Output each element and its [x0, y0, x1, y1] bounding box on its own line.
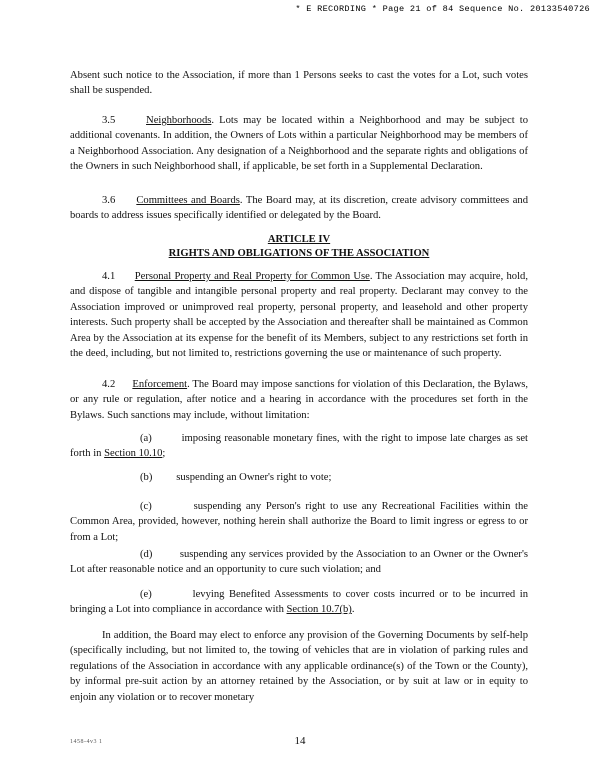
subsection-c — [70, 499, 528, 545]
article-number-text: ARTICLE IV — [267, 234, 331, 245]
section-title: Personal Property and Real Property for Common Use — [134, 271, 370, 282]
paragraph-in-addition: In addition, the Board may elect to enforce any provision of the Governing Documents by self-help (specifically including, but not limited to, the towing of vehicles that are in violation of parking rules and regulations of the Association in accordance with any applicable ordinance(s) of the Town or the County), by informal pre-suit action by an attorney retained by the Association, or by suit at law or in equity to enjoin any violation or to recover monetary — [70, 630, 528, 703]
page-number: 14 — [294, 735, 306, 747]
article-title-text: RIGHTS AND OBLIGATIONS OF THE ASSOCIATION — [168, 248, 430, 259]
section-title: Committees and Boards — [136, 195, 240, 206]
subsection-text: levying Benefited Assessments to cover costs incurred or to be incurred in bringing a Lot into compliance in accordance with — [70, 589, 528, 616]
subsection-a — [70, 431, 528, 462]
section-number: 4.2 — [102, 379, 116, 390]
section-reference: Section 10.7(b) — [286, 604, 352, 616]
subsection-label: (c) — [140, 501, 152, 512]
section-number: 3.5 — [102, 115, 116, 126]
section-body: . Lots may be located within a Neighborhood and may be subject to additional covenants. In addition, the Owners of Lots within a particular Neighborhood may be members of a Neighborhood Association. Any designation of a Neighborhood and the separate rights and obligations of the Owners in such Neighborhood shall, if applicable, be set forth in a Supplemental Declaration. — [70, 115, 529, 173]
subsection-label: (a) — [140, 433, 152, 444]
article-title — [70, 246, 528, 261]
paragraph-absent-notice: Absent such notice to the Association, if more than 1 Persons seeks to cast the votes for a Lot, such votes shall be suspended. — [70, 70, 528, 97]
section-number: 3.6 — [102, 195, 116, 206]
section-title: Neighborhoods — [146, 115, 212, 126]
section-reference: Section 10.10 — [104, 448, 163, 460]
section-number: 4.1 — [102, 271, 116, 282]
document-code: 1458-4v3 1 — [70, 739, 103, 745]
subsection-label: (d) — [140, 549, 153, 560]
subsection-text: suspending an Owner's right to vote; — [176, 472, 332, 483]
subsection-text: suspending any services provided by the Association to an Owner or the Owner's Lot after reasonable notice and an opportunity to cure such violation; and — [70, 549, 528, 576]
article-number — [70, 232, 528, 247]
section-4-1 — [70, 269, 528, 361]
subsection-b — [70, 470, 528, 485]
section-body: . The Board may impose sanctions for violation of this Declaration, the Bylaws, or any rule or regulation, after notice and a hearing in accordance with the procedures set forth in the Bylaws. Such sanctions may include, without limitation: — [70, 379, 528, 421]
section-title: Enforcement — [132, 379, 188, 390]
subsection-text: imposing reasonable monetary fines, with the right to impose late charges as set forth in — [70, 433, 528, 460]
subsection-e — [70, 587, 528, 618]
section-4-2 — [70, 377, 528, 423]
subsection-label: (b) — [140, 472, 153, 483]
section-body: . The Board may, at its discretion, create advisory committees and boards to address issues specifically identified or delegated by the Board. — [70, 195, 528, 222]
subsection-d — [70, 547, 528, 578]
recording-stamp: * E RECORDING * Page 21 of 84 Sequence No. 20133540726 — [295, 4, 590, 14]
subsection-text: suspending any Person's right to use any Recreational Facilities within the Common Area, provided, however, nothing herein shall authorize the Board to limit ingress or egress to or from a Lot; — [70, 501, 528, 543]
section-3-5 — [70, 113, 528, 175]
section-body: . The Association may acquire, hold, and dispose of tangible and intangible personal property and real property. Declarant may convey to the Association improved or unimproved real property, personal property, and leasehold and other property interests. Such property shall be accepted by the Association and thereafter shall be maintained as Common Area by the Association at its expense for the benefit of its Members, subject to any restrictions set forth in the deed, including, but not limited to, restrictions governing the use or maintenance of such property. — [70, 271, 528, 360]
section-3-6 — [70, 193, 528, 224]
subsection-end: ; — [162, 448, 166, 460]
subsection-label: (e) — [140, 589, 152, 600]
subsection-end: . — [351, 604, 355, 616]
